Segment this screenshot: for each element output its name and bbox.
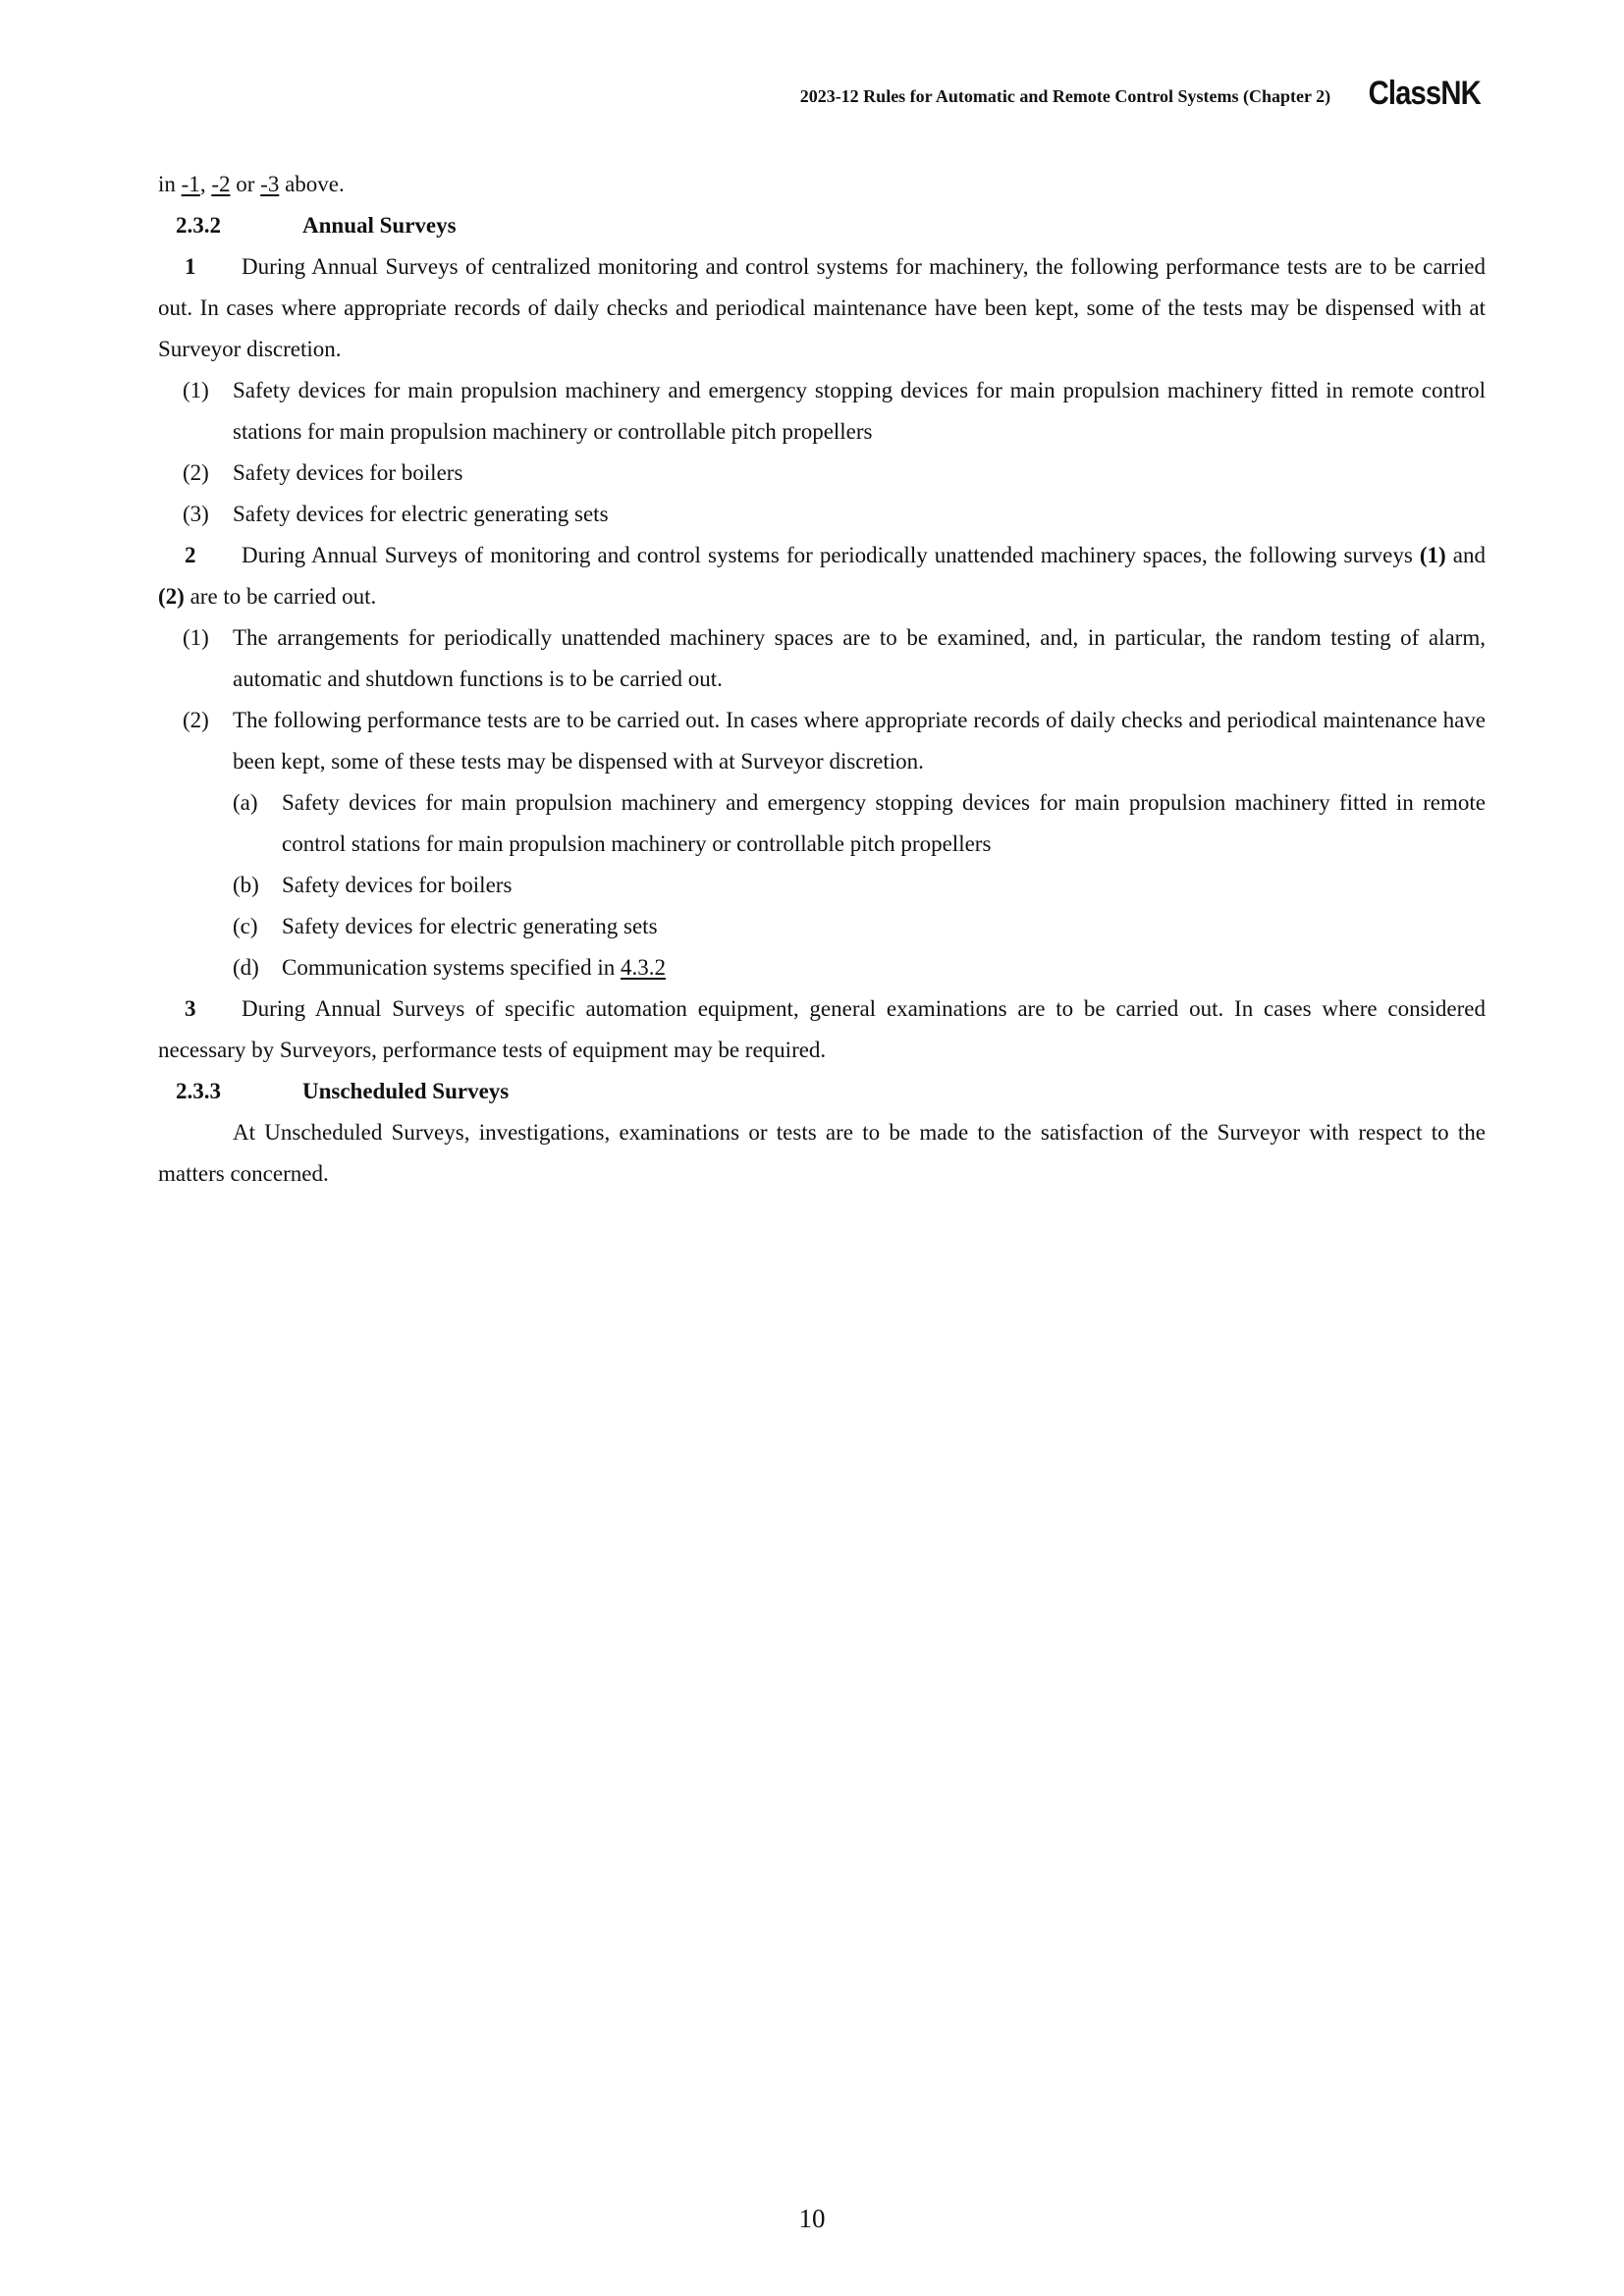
intro-line: in -1, -2 or -3 above.: [158, 172, 345, 196]
sub-list-item-label: (a): [233, 790, 258, 815]
list-item-label: (3): [183, 502, 209, 526]
section-number: 2.3.3: [176, 1079, 221, 1103]
sub-list-item: [158, 865, 1486, 906]
section-number: 2.3.2: [176, 213, 221, 238]
list-item: [158, 617, 1486, 700]
list-item-label: (2): [183, 460, 209, 485]
ref-link-1[interactable]: -1: [181, 172, 200, 196]
sub-list-item-label: (d): [233, 955, 259, 980]
sub-list-item-label: (c): [233, 914, 258, 938]
header-title: 2023-12 Rules for Automatic and Remote Control Systems (Chapter 2): [799, 86, 1331, 106]
page-header: [800, 77, 1481, 110]
paragraph-number: 2: [185, 543, 196, 567]
ref-link-2[interactable]: -2: [211, 172, 231, 196]
paragraph-text: During Annual Surveys of specific automation equipment, general examinations are to be carried out. In cases where considered necessary by Surveyors, performance tests of equipment may be required.: [158, 996, 1486, 1062]
sub-list-item-text: Communication systems specified in: [282, 955, 621, 980]
paragraph-text: At Unscheduled Surveys, investigations, examinations or tests are to be made to the satisfaction of the Surveyor with respect to the matters concerned.: [158, 1120, 1486, 1186]
list-item-text: The arrangements for periodically unattended machinery spaces are to be examined, and, in particular, the random testing of alarm, automatic and shutdown functions is to be carried out.: [233, 625, 1486, 691]
classnk-logo: ClassNK: [1368, 75, 1481, 112]
list-item-text: Safety devices for electric generating sets: [233, 502, 609, 526]
list-item-label: (2): [183, 708, 209, 732]
list-item-text: Safety devices for boilers: [233, 460, 463, 485]
sub-list-item-text: Safety devices for electric generating sets: [282, 914, 658, 938]
paragraph-unscheduled: [158, 1112, 1486, 1195]
list-item-label: (1): [183, 378, 209, 402]
section-heading-2-3-3: [158, 1071, 1486, 1112]
paragraph-number: 1: [185, 254, 196, 279]
paragraph-number: 3: [185, 996, 196, 1021]
paragraph-1: [158, 246, 1486, 370]
sub-list-item-text: Safety devices for main propulsion machinery and emergency stopping devices for main propulsion machinery fitted in remote control stations for main propulsion machinery or controllable pitch propellers: [282, 790, 1486, 856]
list-item: [158, 453, 1486, 494]
paragraph-text: During Annual Surveys of centralized monitoring and control systems for machinery, the following performance tests are to be carried out. In cases where appropriate records of daily checks and periodical maintenance have been kept, some of the tests may be dispensed with at Surveyor discretion.: [158, 254, 1486, 361]
section-heading-2-3-2: [158, 205, 1486, 246]
list-item-label: (1): [183, 625, 209, 650]
ref-link-4-3-2[interactable]: 4.3.2: [620, 955, 666, 980]
document-body: [158, 164, 1486, 1195]
page-number: 10: [798, 2204, 826, 2233]
sub-list-item-label: (b): [233, 873, 259, 897]
paragraph-2: 2 During Annual Surveys of monitoring and control systems for periodically unattended machinery spaces, the following surveys (1) and (2) are to be carried out.: [158, 535, 1486, 617]
list-item-text: Safety devices for main propulsion machinery and emergency stopping devices for main propulsion machinery fitted in remote control stations for main propulsion machinery or controllable pitch propellers: [233, 378, 1486, 444]
sub-list-item: [158, 947, 1486, 988]
ref-link-3[interactable]: -3: [260, 172, 280, 196]
paragraph-3: [158, 988, 1486, 1071]
sub-list-item: [158, 782, 1486, 865]
section-title: Annual Surveys: [302, 213, 457, 238]
list-item: [158, 494, 1486, 535]
list-item: [158, 370, 1486, 453]
section-title: Unscheduled Surveys: [302, 1079, 510, 1103]
sub-list-item-text: Safety devices for boilers: [282, 873, 513, 897]
list-item: [158, 700, 1486, 782]
sub-list-item: [158, 906, 1486, 947]
list-item-text: The following performance tests are to be carried out. In cases where appropriate records of daily checks and periodical maintenance have been kept, some of these tests may be dispensed with at Surveyor discretion.: [233, 708, 1486, 774]
